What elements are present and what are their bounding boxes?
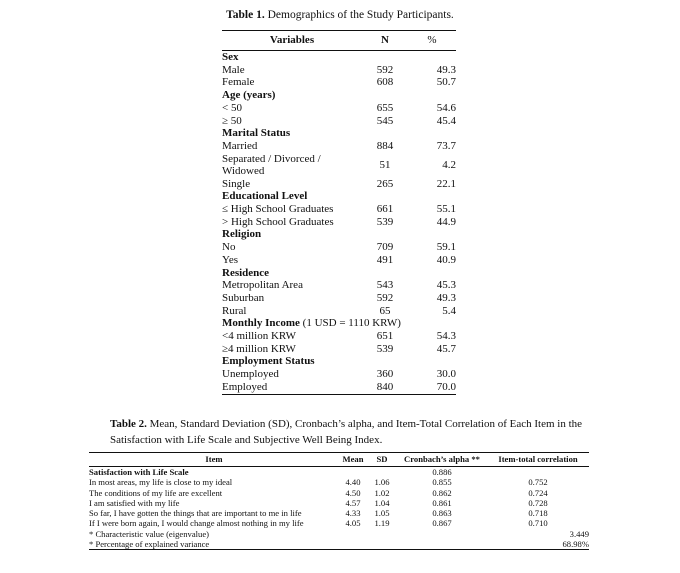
table1-cell-variable: Metropolitan Area	[222, 279, 303, 292]
table1-cell-n: 592	[376, 291, 394, 304]
table1-group-row	[222, 317, 456, 330]
table1-cell-variable: > High School Graduates	[222, 215, 334, 228]
table1-demographics	[222, 30, 456, 395]
table1-caption	[0, 9, 680, 21]
table1-cell-percent: 40.9	[436, 253, 456, 266]
table2-footer-row	[89, 529, 589, 539]
table1-group-title	[222, 89, 456, 102]
table1-group-title	[222, 317, 456, 330]
table1-cell-n: 651	[376, 330, 394, 343]
table1-cell-percent: 55.1	[436, 203, 456, 216]
table1-header-row	[222, 31, 456, 51]
table2-cell-correlation: 0.710	[528, 518, 548, 529]
table1-cell-n: 539	[376, 342, 394, 355]
table2-cell-correlation: 0.718	[528, 508, 548, 519]
table2-cell-item: I am satisfied with my life	[89, 497, 180, 508]
table1-row	[222, 381, 456, 394]
table1-cell-percent: 54.6	[436, 101, 456, 114]
table1-cell-n: 592	[376, 63, 394, 76]
table2-body	[89, 467, 589, 550]
table1-cell-variable: <4 million KRW	[222, 330, 297, 343]
table1-cell-n: 265	[376, 177, 394, 190]
table1-group-title	[222, 190, 456, 203]
table2-header-item: Item	[89, 453, 339, 467]
table1-row	[222, 279, 456, 292]
table1-group-row	[222, 51, 456, 64]
table2-cell-sd: 1.04	[374, 497, 390, 508]
table1-cell-n: 65	[379, 304, 391, 317]
table2-footer-label: * Percentage of explained variance	[89, 539, 397, 550]
table2-cell	[367, 467, 397, 478]
table1-group-title	[222, 267, 456, 280]
table2-cell-item: So far, I have gotten the things that are important to me in life	[89, 508, 302, 519]
table2-header-correlation: Item-total correlation	[487, 453, 589, 467]
table1-cell-n: 51	[379, 159, 391, 172]
table1-cell-n: 545	[376, 114, 394, 127]
table1-row	[222, 153, 456, 178]
table1-cell-variable: Single	[222, 177, 251, 190]
table1-row	[222, 343, 456, 356]
table1-group-row	[222, 190, 456, 203]
table1-cell-percent: 30.0	[436, 368, 456, 381]
table1-cell-variable: ≥4 million KRW	[222, 342, 296, 355]
table1-group-row	[222, 267, 456, 280]
table1-caption-label: Table 1.	[226, 9, 265, 21]
table1-cell-n: 491	[376, 253, 394, 266]
table2-footer-label: * Characteristic value (eigenvalue)	[89, 528, 210, 539]
table1-group-title	[222, 228, 456, 241]
table1-header-percent: %	[408, 31, 456, 51]
table2-cell-item: The conditions of my life are excellent	[89, 487, 223, 498]
table1-header-n: N	[362, 31, 408, 51]
table2-cell-mean: 4.05	[345, 518, 361, 529]
table2-cell-alpha: 0.862	[432, 487, 452, 498]
table1-row	[222, 241, 456, 254]
table2-row	[89, 518, 589, 528]
table1-group-row	[222, 355, 456, 368]
table1-group-title-text: Monthly Income	[222, 317, 300, 330]
table2-cell-item: In most areas, my life is close to my ideal	[89, 477, 233, 488]
table2-cell-correlation: 0.724	[528, 487, 548, 498]
table1-cell-n: 360	[376, 368, 394, 381]
table1-row	[222, 76, 456, 89]
table1-group-title	[222, 355, 456, 368]
table1-cell-n: 543	[376, 279, 394, 292]
table1-cell-n: 709	[376, 241, 394, 254]
table1-row	[222, 64, 456, 77]
table1-row	[222, 115, 456, 128]
table2-cell-mean: 4.40	[345, 477, 361, 488]
table2-caption-label: Table 2.	[110, 418, 147, 430]
table1-header-variables: Variables	[222, 31, 362, 51]
table2-cell-mean: 4.33	[345, 508, 361, 519]
table1-group-title-text: Educational Level	[222, 190, 308, 203]
table2-cell-sd: 1.06	[374, 477, 390, 488]
table1-cell-variable: Yes	[222, 253, 239, 266]
table1-body	[222, 51, 456, 395]
table1-row	[222, 330, 456, 343]
table1-cell-percent: 70.0	[408, 381, 456, 394]
table2-cell-mean: 4.50	[345, 487, 361, 498]
table1-group-title	[222, 51, 456, 64]
table1-group-row	[222, 228, 456, 241]
table2-row	[89, 508, 589, 518]
table1-cell-variable: No	[222, 241, 236, 254]
table1-group-title-text: Residence	[222, 266, 270, 279]
table2-cell	[339, 467, 367, 478]
table1-cell-percent: 45.4	[436, 114, 456, 127]
table2-header-sd: SD	[367, 453, 397, 467]
table2-footer-value: 68.98%	[397, 539, 589, 550]
table2-header-alpha: Cronbach’s alpha **	[397, 453, 487, 467]
table1-cell-percent: 50.7	[436, 76, 456, 89]
table1-cell-n: 884	[376, 139, 394, 152]
table1-cell-percent: 45.7	[436, 342, 456, 355]
table1-group-title-note: (1 USD = 1110 KRW)	[299, 317, 401, 330]
table1-cell-percent: 4.2	[442, 159, 456, 172]
table2-row	[89, 488, 589, 498]
table2-row	[89, 498, 589, 508]
table2-cell-correlation: 0.752	[528, 477, 548, 488]
table1-row	[222, 102, 456, 115]
table2-group-alpha: 0.886	[432, 467, 452, 477]
table1-cell-percent: 54.3	[436, 330, 456, 343]
table2-cell-sd: 1.02	[374, 487, 390, 498]
table1-row	[222, 203, 456, 216]
table2-cell-sd: 1.19	[374, 518, 390, 529]
table2-cell-alpha: 0.863	[432, 508, 452, 519]
table1-row	[222, 140, 456, 153]
table2-header-mean: Mean	[339, 453, 367, 467]
table1-cell-percent: 59.1	[436, 241, 456, 254]
table1-row	[222, 368, 456, 381]
table1-cell-variable: Suburban	[222, 291, 265, 304]
table2-caption	[110, 416, 590, 448]
table1-cell-variable: Female	[222, 76, 255, 89]
table1-cell-n: 840	[362, 381, 408, 394]
table1-group-title-text: Employment Status	[222, 355, 315, 368]
table1-cell-n: 655	[376, 101, 394, 114]
table2-cell-item: If I were born again, I would change almost nothing in my life	[89, 518, 304, 529]
table1-group-title-text: Age (years)	[222, 89, 276, 102]
table2-footer-row	[89, 539, 589, 550]
table2-cell-alpha: 0.855	[432, 477, 452, 488]
table1-cell-n: 539	[376, 215, 394, 228]
table1-row	[222, 178, 456, 191]
table1-caption-text: Demographics of the Study Participants.	[267, 9, 454, 21]
table1-cell-n: 661	[376, 203, 394, 216]
table1-cell-variable: Employed	[222, 381, 362, 394]
table2-cell-mean: 4.57	[345, 497, 361, 508]
table1-cell-percent: 49.3	[436, 291, 456, 304]
table1-group-title-text: Religion	[222, 228, 262, 241]
table1-group-title-text: Sex	[222, 51, 239, 63]
table1-cell-variable: Male	[222, 63, 245, 76]
table1-cell-variable: < 50	[222, 101, 242, 114]
table1-group-row	[222, 89, 456, 102]
table1-row	[222, 305, 456, 318]
table1-cell-variable: Separated / Divorced / Widowed	[222, 153, 321, 178]
table1-cell-percent: 73.7	[436, 139, 456, 152]
table2-header-row	[89, 453, 589, 467]
table2-cell-alpha: 0.861	[432, 497, 452, 508]
table1-cell-variable: Unemployed	[222, 368, 279, 381]
table1-cell-variable: Married	[222, 139, 258, 152]
table1-cell-percent: 45.3	[436, 279, 456, 292]
table1-cell-percent: 49.3	[436, 63, 456, 76]
table1-row	[222, 216, 456, 229]
table1-row	[222, 254, 456, 267]
table2-footer-value: 3.449	[569, 528, 589, 539]
table1-cell-variable: ≥ 50	[222, 114, 242, 127]
table1-row	[222, 292, 456, 305]
table1-cell-n: 608	[376, 76, 394, 89]
table1-group-title-text: Marital Status	[222, 127, 291, 140]
table2-caption-text: Mean, Standard Deviation (SD), Cronbach’s alpha, and Item-Total Correlation of Each Item in the Satisfaction with Life Scale and Subjective Well Being Index.	[110, 418, 583, 446]
table1-group-title	[222, 127, 456, 140]
table2-satisfaction	[89, 452, 589, 550]
table1-cell-percent: 5.4	[442, 304, 456, 317]
table2-row	[89, 477, 589, 487]
table1-cell-percent: 44.9	[436, 215, 456, 228]
table2-cell-alpha: 0.867	[432, 518, 452, 529]
table1-cell-percent: 22.1	[436, 177, 456, 190]
table1-group-row	[222, 127, 456, 140]
table1-cell-variable: ≤ High School Graduates	[222, 203, 334, 216]
table1-cell-variable: Rural	[222, 304, 247, 317]
table2-group-title: Satisfaction with Life Scale	[89, 467, 189, 477]
table2-cell-correlation: 0.728	[528, 497, 548, 508]
table2-cell	[487, 467, 589, 478]
table2-cell-sd: 1.05	[374, 508, 390, 519]
table2-group-row	[89, 467, 589, 478]
